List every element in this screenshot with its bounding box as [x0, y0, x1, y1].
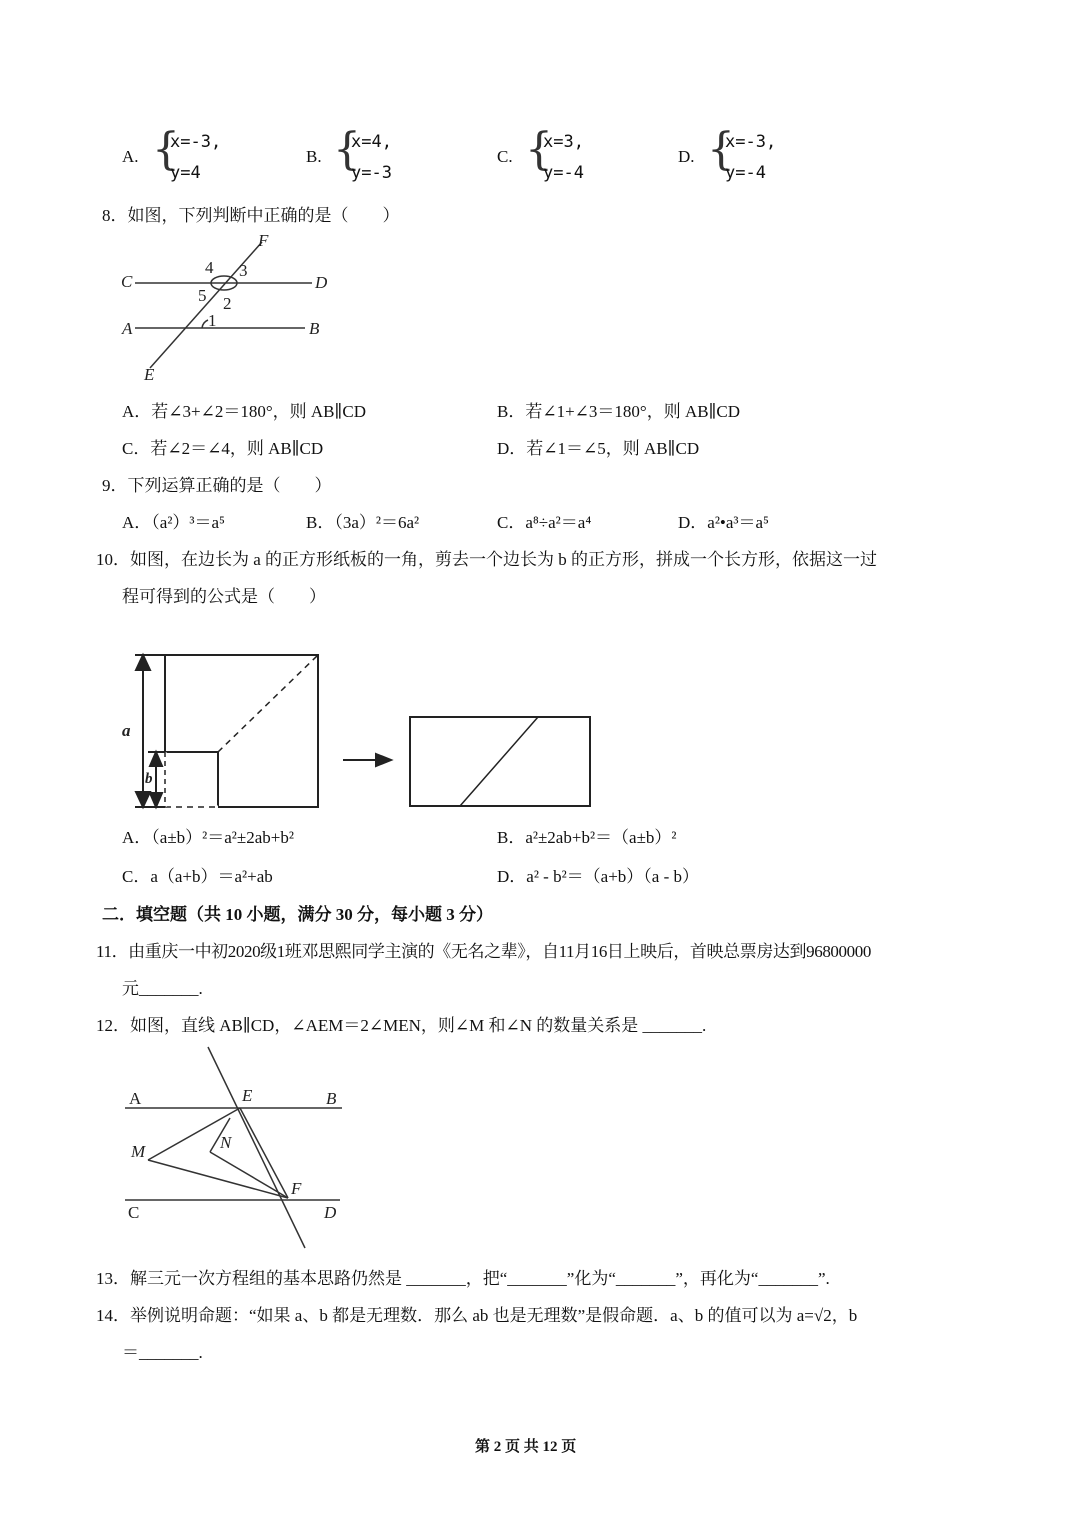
q9-option-b: B．（3a）²＝6a² [306, 513, 420, 532]
q10-stem-line1: 10．如图，在边长为 a 的正方形纸板的一角，剪去一个边长为 b 的正方形，拼成一个长方形，依据这一过 [96, 550, 878, 569]
page-footer: 第 2 页 共 12 页 [475, 1439, 577, 1455]
q10-label-b: b [145, 771, 153, 787]
q8-label-c: C [121, 272, 133, 291]
q7-option-a-x: x=-3, [170, 132, 222, 152]
q9-stem: 9．下列运算正确的是（ ） [102, 476, 332, 495]
q10-label-a: a [122, 721, 131, 740]
q7-option-a-y: y=4 [170, 163, 201, 183]
q8-option-c: C．若∠2＝∠4，则 AB∥CD [122, 439, 324, 458]
q7-option-c-label: C. [497, 147, 513, 166]
q8-angle-2: 2 [223, 294, 232, 313]
q10-option-c: C．a（a+b）＝a²+ab [122, 867, 273, 886]
q10-option-d: D．a² - b²＝（a+b）（a - b） [497, 867, 700, 886]
q8-angle-3: 3 [239, 261, 248, 280]
q12-stem: 12．如图，直线 AB∥CD，∠AEM＝2∠MEN，则∠M 和∠N 的数量关系是 _______. [96, 1016, 707, 1035]
q9-option-a: A．（a²）³＝a⁵ [122, 513, 225, 532]
brace-icon: { [707, 124, 735, 175]
q11-line1: 11．由重庆一中初2020级1班邓思熙同学主演的《无名之辈》，自11月16日上映后，首映总票房达到96800000 [96, 942, 871, 961]
q12-label-a: A [129, 1089, 142, 1108]
q8-angle-5: 5 [198, 286, 207, 305]
q8-option-d: D．若∠1＝∠5，则 AB∥CD [497, 439, 700, 458]
q12-label-n: N [220, 1133, 232, 1152]
q10-option-a: A．（a±b）²＝a²±2ab+b² [122, 828, 294, 847]
q12-label-f: F [291, 1179, 302, 1198]
q12-label-e: E [242, 1086, 253, 1105]
q8-label-a: A [122, 319, 133, 338]
q7-option-b-x: x=4, [351, 132, 392, 152]
section-heading: 二．填空题（共 10 小题，满分 30 分，每小题 3 分） [102, 905, 493, 924]
q7-option-d-y: y=-4 [725, 163, 766, 183]
q7-option-c-x: x=3, [543, 132, 584, 152]
q7-option-d-label: D. [678, 147, 695, 166]
q11-line2: 元_______. [122, 979, 203, 998]
q7-option-b-y: y=-3 [351, 163, 392, 183]
q7-option-d-x: x=-3, [725, 132, 777, 152]
q8-label-e: E [144, 365, 155, 384]
q10-option-b: B．a²±2ab+b²＝（a±b）² [497, 828, 677, 847]
brace-icon: { [333, 124, 361, 175]
q9-option-c: C．a⁸÷a²＝a⁴ [497, 513, 592, 532]
q8-option-b: B．若∠1+∠3＝180°，则 AB∥CD [497, 402, 741, 421]
q12-label-m: M [131, 1142, 146, 1161]
q12-label-b: B [326, 1089, 337, 1108]
q8-label-d: D [315, 273, 328, 292]
q7-option-b-label: B. [306, 147, 322, 166]
q7-option-c-y: y=-4 [543, 163, 584, 183]
q8-option-a: A．若∠3+∠2＝180°，则 AB∥CD [122, 402, 366, 421]
q12-figure [125, 1047, 342, 1248]
brace-icon: { [525, 124, 553, 175]
q12-label-c: C [128, 1203, 140, 1222]
q8-angle-1: 1 [208, 311, 217, 330]
q8-label-b: B [309, 319, 320, 338]
q10-stem-line2: 程可得到的公式是（ ） [122, 587, 326, 606]
q10-figure [135, 655, 590, 807]
q12-label-d: D [324, 1203, 337, 1222]
brace-icon: { [152, 124, 180, 175]
q8-label-f: F [258, 231, 269, 250]
q13-stem: 13．解三元一次方程组的基本思路仍然是 _______，把“_______”化为“_______”，再化为“_______”. [96, 1269, 830, 1288]
q14-line2: ＝_______. [122, 1343, 203, 1362]
q8-angle-4: 4 [205, 258, 214, 277]
q9-option-d: D．a²•a³＝a⁵ [678, 513, 769, 532]
q8-stem: 8．如图，下列判断中正确的是（ ） [102, 206, 400, 225]
q14-line1: 14．举例说明命题：“如果 a、b 都是无理数．那么 ab 也是无理数”是假命题．a、b 的值可以为 a=√2，b [96, 1306, 858, 1325]
q7-option-a-label: A. [122, 147, 139, 166]
